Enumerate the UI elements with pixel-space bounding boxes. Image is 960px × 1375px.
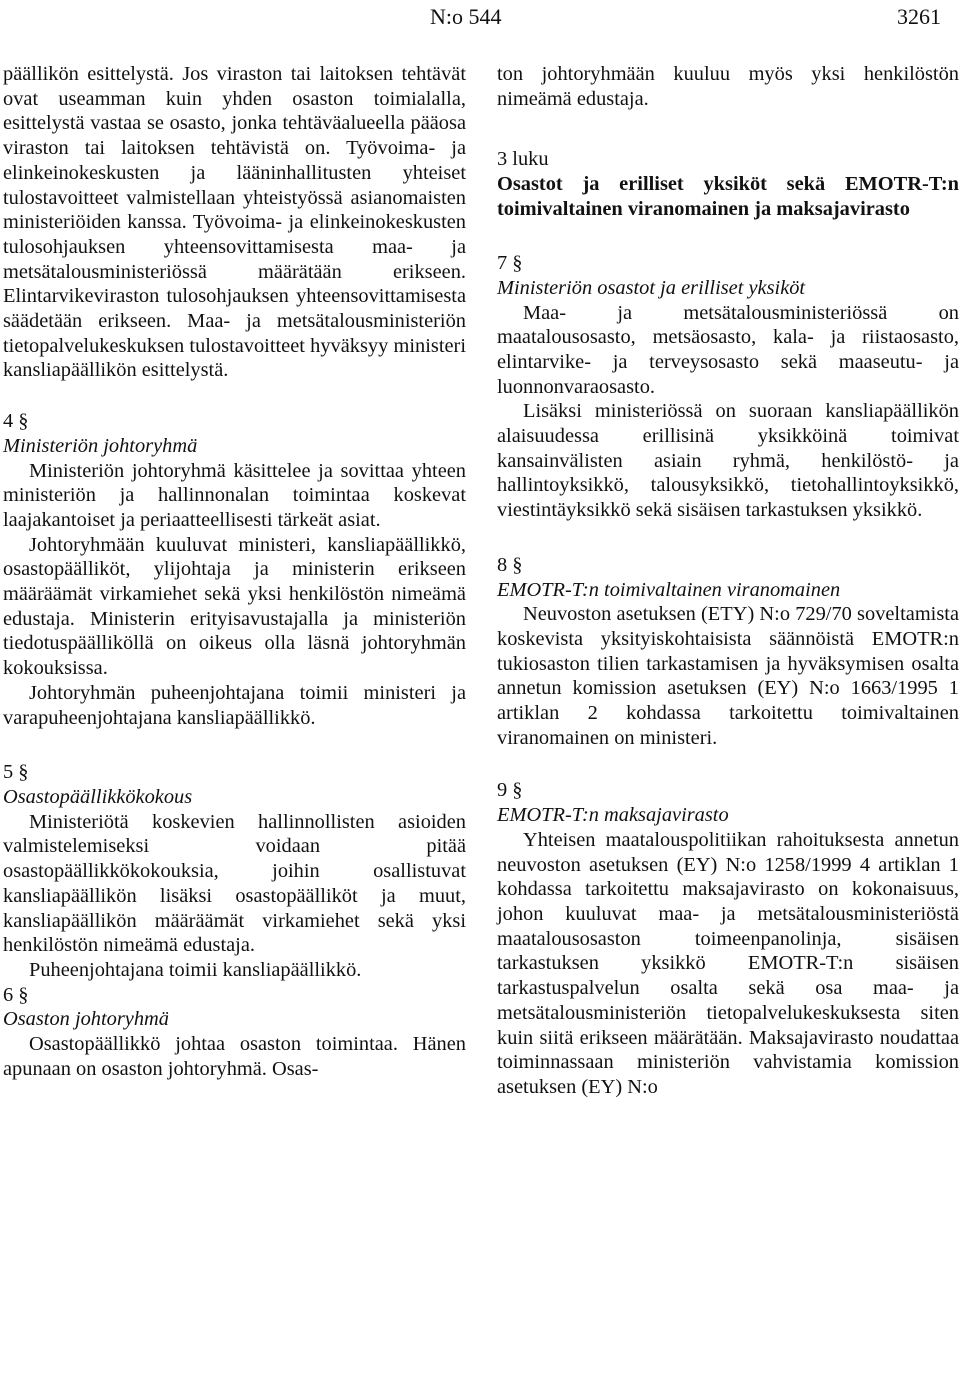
section-5-title: Osastopäällikkökokous [3, 785, 193, 808]
section-6-title: Osaston johtoryhmä [3, 1008, 169, 1031]
section-9-title: EMOTR-T:n maksajavirasto [497, 804, 729, 827]
section-7-paragraph-1: Maa- ja metsätalousministeriössä on maatalousosasto, metsäosasto, kala- ja riistaosasto, elintarvike- ja terveysosasto sekä maaseutu- ja luonnonvaraosasto. [497, 301, 959, 398]
section-9-paragraph-1: Yhteisen maatalouspolitiikan rahoituksesta annetun neuvoston asetuksen (EY) N:o 1258/1999 4 artiklan 1 kohdassa tarkoitettu maksajavirasto on kokonaisuus, johon kuuluvat maa- ja metsätalousministeriöstä maatalousosaston toimeenpanolinja, sisäisen tarkastuksen yksikkö EMOTR-T:n sisäisen tarkastuspalvelun osalta sekä osa maa- ja metsätalousministeriön tietopalvelukeskuksesta siten kuin siitä erikseen määrätään. Maksajavirasto noudattaa toiminnassaan ministeriön vahvistamia komission asetuksen (EY) N:o [497, 828, 959, 1098]
section-7-paragraph-2: Lisäksi ministeriössä on suoraan kansliapäällikön alaisuudessa erillisinä yksikköinä toimivat kansainvälisten asiain ryhmä, henkilöstö- ja hallintoyksikkö, talousyksikkö, tietohallintoyksikkö, viestintäyksikkö sekä sisäisen tarkastuksen yksikkö. [497, 400, 959, 522]
section-5-paragraph-1: Ministeriötä koskevien hallinnollisten asioiden valmistelemiseksi voidaan pitää osastopäällikkökokouksia, joihin osallistuvat kansliapäällikön lisäksi osastopäälliköt ja muut, kansliapäällikön määräämät virkamiehet sekä yksi henkilöstön nimeämä edustaja. [3, 810, 466, 957]
section-6-number: 6 § [3, 983, 29, 1006]
section-7-number: 7 § [497, 252, 523, 275]
section-7-title: Ministeriön osastot ja erilliset yksiköt [497, 276, 806, 299]
section-8-number: 8 § [497, 553, 523, 576]
issue-number: N:o 544 [430, 4, 502, 29]
page-header [0, 2, 960, 28]
chapter-3-title: Osastot ja erilliset yksiköt sekä EMOTR-T:n toimivaltainen viranomainen ja maksajavirasto [497, 173, 959, 220]
section-6-paragraph-1: Osastopäällikkö johtaa osaston toimintaa. Hänen apunaan on osaston johtoryhmä. Osas- [3, 1033, 466, 1080]
left-column [3, 62, 466, 1081]
section-8-title: EMOTR-T:n toimivaltainen viranomainen [497, 578, 841, 601]
section-4-title: Ministeriön johtoryhmä [3, 434, 198, 457]
section-8-paragraph-1: Neuvoston asetuksen (ETY) N:o 729/70 soveltamista koskevista yksityiskohtaisista säännöistä EMOTR:n tukiosaston tilien tarkastamisen ja hyväksymisen osalta annetun komission asetuksen (EY) N:o 1663/1995 1 artiklan 2 kohdassa tarkoitettu toimivaltainen viranomainen on ministeri. [497, 603, 959, 749]
page-number: 3261 [897, 4, 941, 29]
section-5-paragraph-2: Puheenjohtajana toimii kansliapäällikkö. [29, 958, 362, 981]
section-9-number: 9 § [497, 779, 523, 802]
section-4-paragraph-3: Johtoryhmän puheenjohtajana toimii ministeri ja varapuheenjohtajana kansliapäällikkö. [3, 681, 466, 729]
section-4-paragraph-2: Johtoryhmään kuuluvat ministeri, kansliapäällikkö, osastopäälliköt, ylijohtaja ja ministerin erikseen määräämät virkamiehet sekä yksi henkilöstön nimeämä edustaja. Ministerin erityisavustajalla ja ministeriön tiedotuspäälliköllä on oikeus olla läsnä johtoryhmän kokouksissa. [3, 533, 466, 680]
chapter-3-number: 3 luku [497, 148, 549, 171]
section-4-number: 4 § [3, 410, 29, 433]
right-column [497, 62, 959, 1100]
section-4-paragraph-1: Ministeriön johtoryhmä käsittelee ja sovittaa yhteen ministeriön ja hallinnonalan toimintaa koskevat laajakantoiset ja periaatteellisesti tärkeät asiat. [3, 459, 466, 531]
left-paragraph-continued: päällikön esittelystä. Jos viraston tai laitoksen tehtävät ovat useamman kuin yhden osaston toimialalla, esittelystä vastaa se osasto, jonka tehtäväalueella pääosa viraston tai laitoksen tehtävistä on. Työvoima- ja elinkeinokeskusten ja lääninhallitusten yhteiset tulostavoitteet valmistellaan yhteistyössä asianomaisten ministeriöiden kanssa. Työvoima- ja elinkeinokeskusten tulosohjauksen yhteensovittamisesta maa- ja metsätalousministeriössä määrätään erikseen. Elintarvikeviraston tulosohjauksen yhteensovittamisesta säädetään erikseen. Maa- ja metsätalousministeriön tietopalvelukeskuksen tulostavoitteet hyväksyy ministeri kansliapäällikön esittelystä. [3, 63, 466, 382]
section-5-number: 5 § [3, 761, 29, 784]
right-paragraph-continued: ton johtoryhmään kuuluu myös yksi henkilöstön nimeämä edustaja. [497, 63, 959, 110]
